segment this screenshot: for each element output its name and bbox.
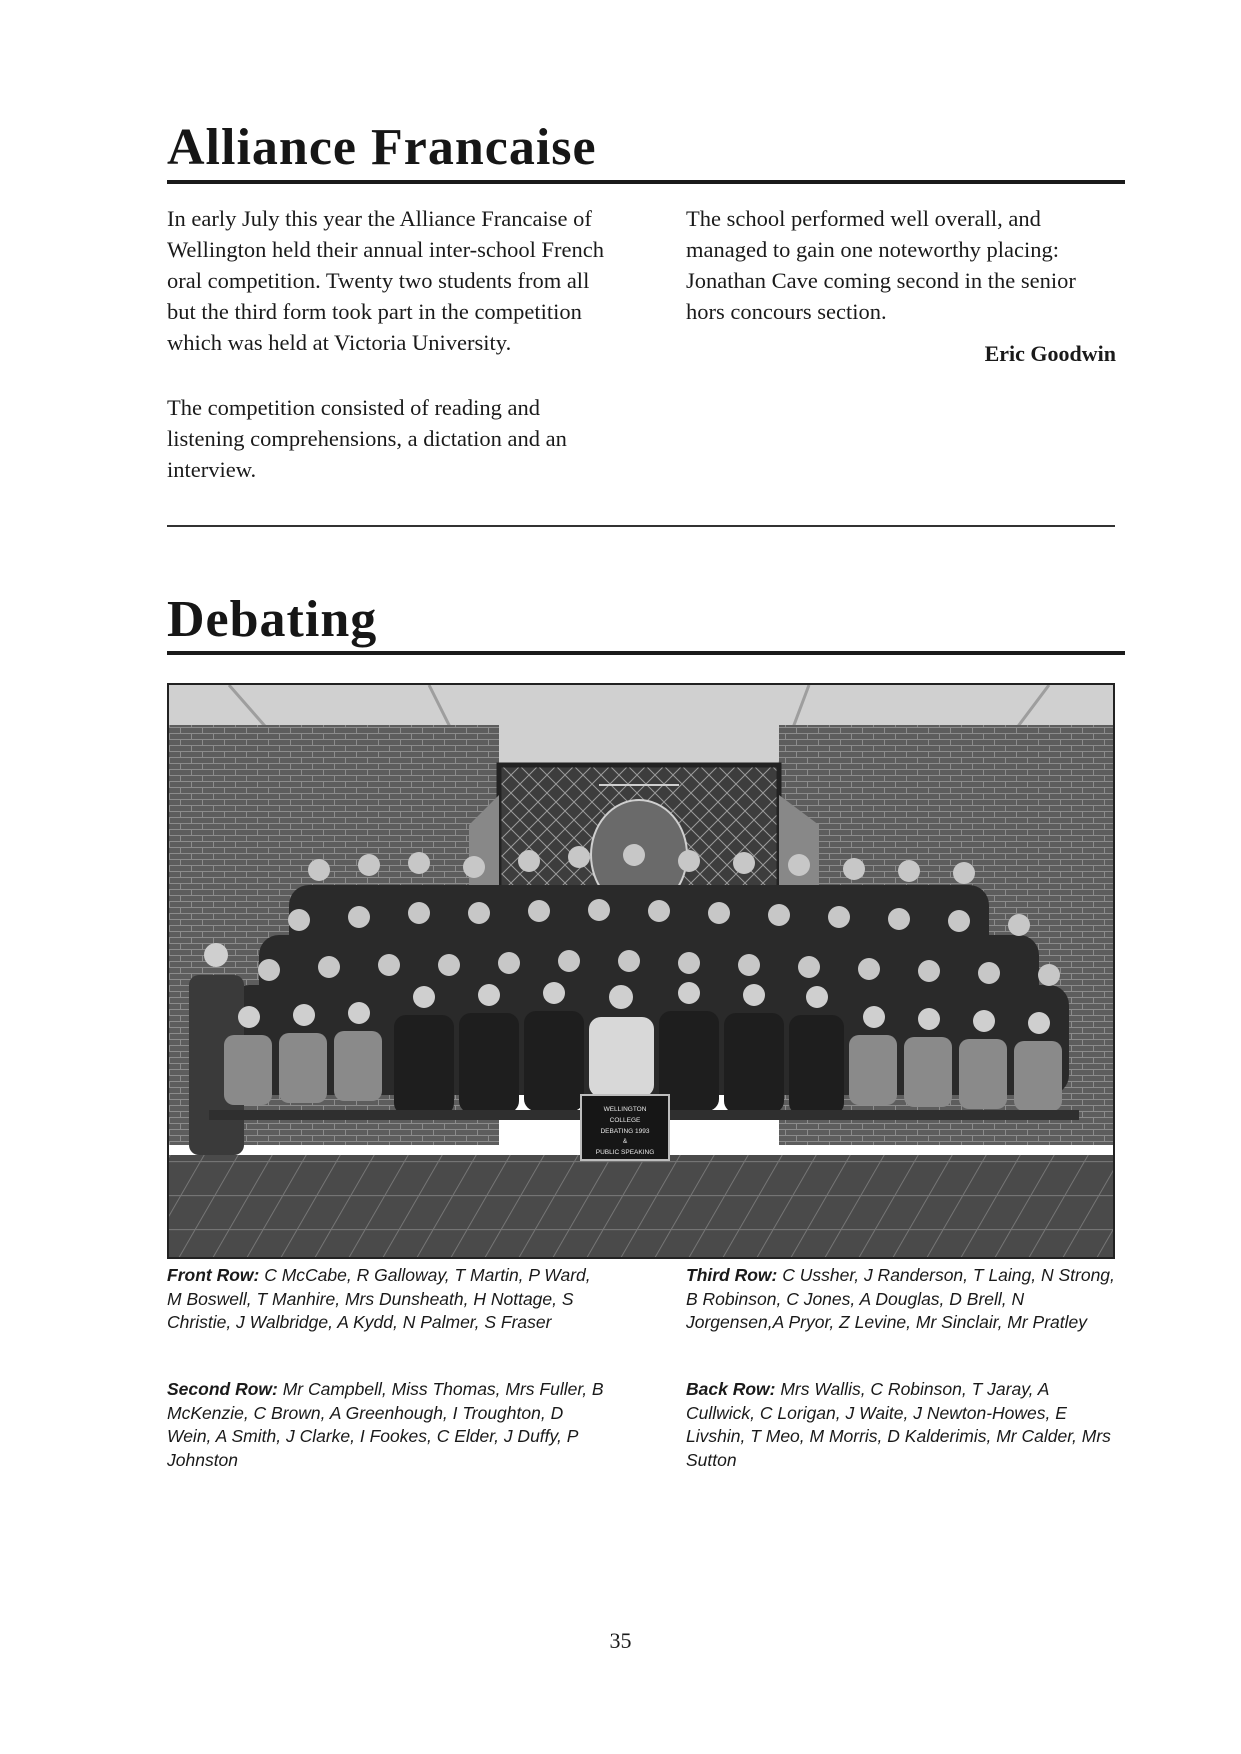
photo-sign-line-2: COLLEGE [609, 1117, 641, 1124]
photo-sign-line-4: & [622, 1138, 628, 1145]
photo-sign-line-3: DEBATING 1993 [600, 1128, 650, 1135]
caption-back-row-label: Back Row: [686, 1379, 776, 1399]
caption-third-row-names: C Ussher, J Randerson, T Laing, N Strong, B Robinson, C Jones, A Douglas, D Brell, N Jorgensen,A Pryor, Z Levine, Mr Sinclair, Mr Pratley [686, 1265, 1115, 1332]
caption-third-row [686, 1264, 1116, 1335]
caption-back-row-names: Mrs Wallis, C Robinson, T Jaray, A Cullwick, C Lorigan, J Waite, J Newton-Howes, E Livshin, T Meo, M Morris, D Kalderimis, Mr Calder, Mrs Sutton [686, 1379, 1111, 1470]
alliance-paragraph-2: The competition consisted of reading and listening comprehensions, a dictation and an interview. [167, 395, 567, 482]
debating-title-rule [167, 651, 1125, 655]
caption-back-row [686, 1378, 1116, 1472]
alliance-paragraph-1: In early July this year the Alliance Francaise of Wellington held their annual inter-school French oral competition. Twenty two students from all but the third form took part in the competition which was held at Victoria University. [167, 206, 604, 355]
debating-group-photo [167, 683, 1115, 1259]
caption-second-row [167, 1378, 607, 1472]
caption-second-row-label: Second Row: [167, 1379, 278, 1399]
caption-front-row-label: Front Row: [167, 1265, 260, 1285]
caption-third-row-label: Third Row: [686, 1265, 778, 1285]
caption-front-row [167, 1264, 607, 1335]
alliance-paragraph-3: The school performed well overall, and managed to gain one noteworthy placing: Jonathan Cave coming second in the senior hors concours section. [686, 206, 1076, 324]
photo-sign-line-5: PUBLIC SPEAKING [595, 1149, 655, 1156]
debating-title: Debating [167, 591, 378, 648]
alliance-author: Eric Goodwin [984, 341, 1116, 366]
photo-sign-line-1: WELLINGTON [603, 1106, 647, 1113]
alliance-title: Alliance Francaise [167, 119, 597, 176]
page-number: 35 [609, 1628, 632, 1653]
section-divider [167, 525, 1115, 527]
caption-front-row-names: C McCabe, R Galloway, T Martin, P Ward, M Boswell, T Manhire, Mrs Dunsheath, H Nottage, S Christie, J Walbridge, A Kydd, N Palmer, S Fraser [167, 1265, 591, 1332]
caption-second-row-names: Mr Campbell, Miss Thomas, Mrs Fuller, B McKenzie, C Brown, A Greenhough, I Troughton, D Wein, A Smith, J Clarke, I Fookes, C Elder, J Duffy, P Johnston [167, 1379, 604, 1470]
alliance-title-rule [167, 180, 1125, 184]
